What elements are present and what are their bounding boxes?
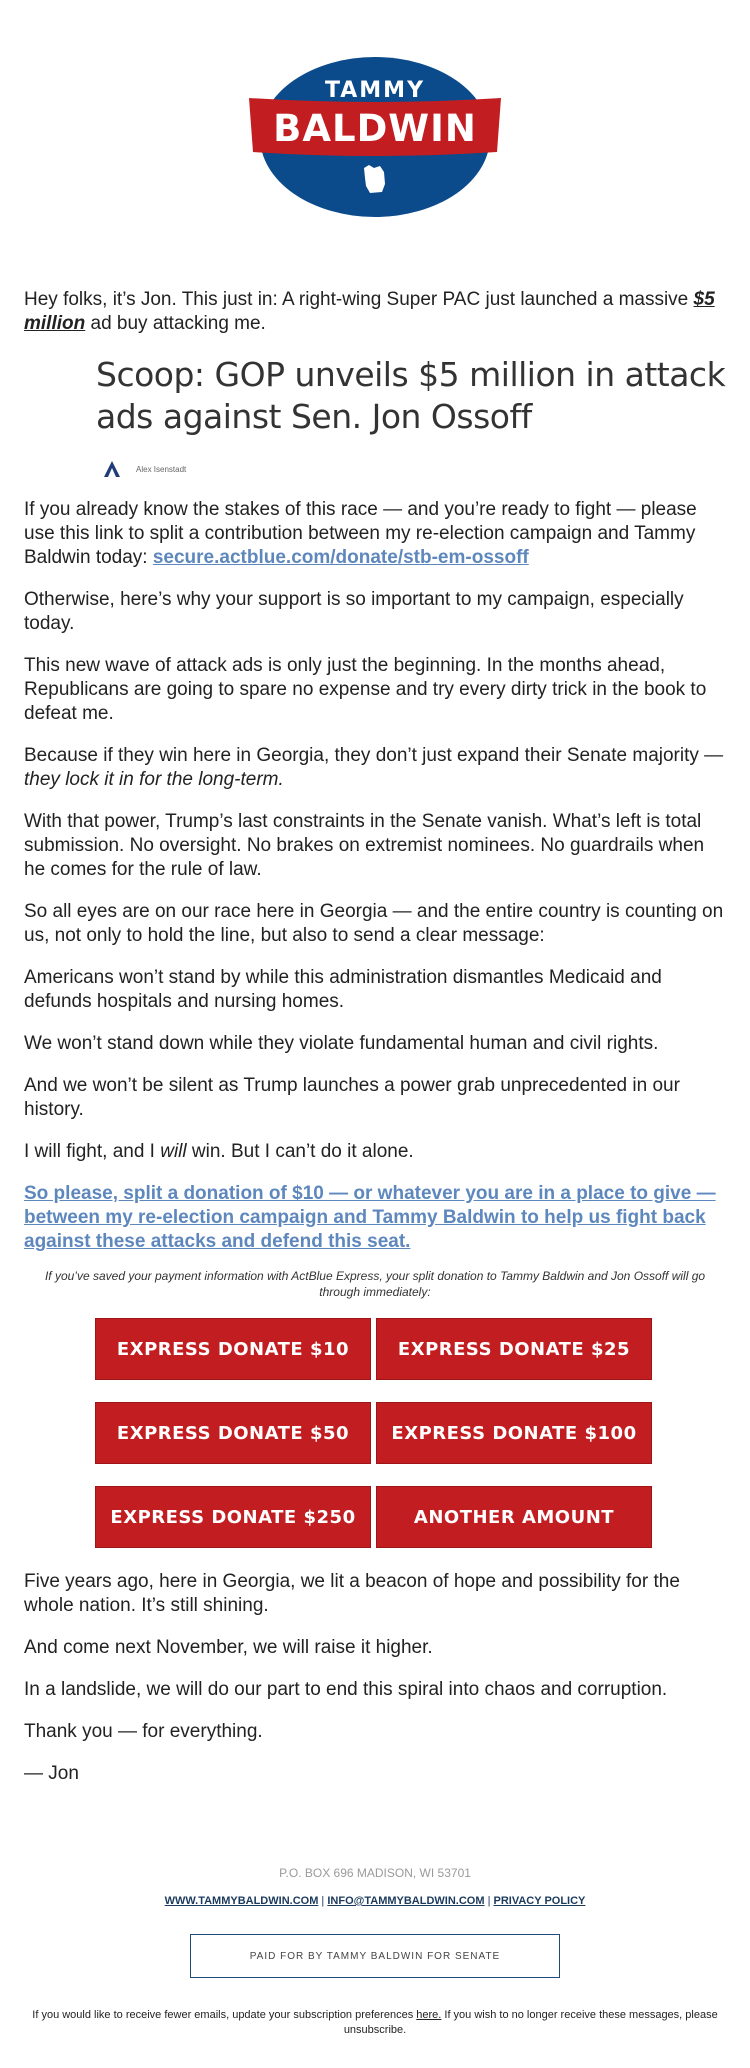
- paragraph-8: We won’t stand down while they violate fundamental human and civil rights.: [24, 1033, 659, 1054]
- closing-section: [24, 1570, 726, 1786]
- paragraph-4-text: Because if they win here in Georgia, they don’t just expand their Senate majority —: [24, 745, 724, 766]
- express-donate-250-button[interactable]: EXPRESS DONATE $250: [95, 1486, 371, 1548]
- paragraph-10: [24, 1140, 726, 1164]
- privacy-policy-link[interactable]: PRIVACY POLICY: [493, 1895, 586, 1907]
- express-donate-10-button[interactable]: EXPRESS DONATE $10: [95, 1318, 371, 1380]
- footer-links: [0, 1895, 750, 1907]
- another-amount-button[interactable]: ANOTHER AMOUNT: [376, 1486, 652, 1548]
- email-link[interactable]: INFO@TAMMYBALDWIN.COM: [327, 1895, 485, 1907]
- website-link[interactable]: WWW.TAMMYBALDWIN.COM: [164, 1895, 319, 1907]
- paid-for-box: PAID FOR BY TAMMY BALDWIN FOR SENATE: [190, 1934, 560, 1978]
- paragraph-10-text: I will fight, and I: [24, 1141, 161, 1162]
- unsubscribe-text-end: If you wish to no longer receive these messages, please unsubscribe.: [343, 2009, 718, 2036]
- unsubscribe-text: If you would like to receive fewer emails, update your subscription preferences: [32, 2009, 417, 2021]
- paragraph-14: Thank you — for everything.: [24, 1721, 263, 1742]
- paragraph-4: [24, 744, 726, 792]
- paragraph-1-text: If you already know the stakes of this race — and you’re ready to fight — please use this link to split a contribution between my re-election campaign and Tammy Baldwin today:: [24, 499, 697, 568]
- express-note: If you’ve saved your payment information with ActBlue Express, your split donation to Tammy Baldwin and Jon Ossoff will go through immediately:: [44, 1269, 706, 1299]
- paragraph-13: In a landslide, we will do our part to end this spiral into chaos and corruption.: [24, 1679, 668, 1700]
- article-byline: [102, 460, 726, 478]
- tammy-baldwin-logo: [249, 56, 501, 218]
- footer-separator: |: [484, 1895, 494, 1907]
- paragraph-7: Americans won’t stand by while this administration dismantles Medicaid and defunds hospitals and nursing homes.: [24, 967, 662, 1012]
- actblue-link[interactable]: secure.actblue.com/donate/stb-em-ossoff: [152, 547, 529, 568]
- article-card[interactable]: [96, 354, 726, 478]
- express-donate-50-button[interactable]: EXPRESS DONATE $50: [95, 1402, 371, 1464]
- article-author: Alex Isenstadt: [136, 464, 187, 474]
- intro-text: Hey folks, it’s Jon. This just in: A right-wing Super PAC just launched a massive: [24, 289, 694, 310]
- paragraph-6: So all eyes are on our race here in Georgia — and the entire country is counting on us, not only to hold the line, but also to send a clear message:: [24, 901, 724, 946]
- logo-top-text: TAMMY: [324, 78, 426, 103]
- express-donate-100-button[interactable]: EXPRESS DONATE $100: [376, 1402, 652, 1464]
- logo-banner-text: BALDWIN: [273, 107, 477, 150]
- donate-button-grid: [95, 1318, 655, 1548]
- express-donate-25-button[interactable]: EXPRESS DONATE $25: [376, 1318, 652, 1380]
- intro-text-end: ad buy attacking me.: [85, 313, 266, 334]
- five-million-link[interactable]: $5 million: [24, 289, 715, 334]
- paragraph-10-text-end: win. But I can’t do it alone.: [186, 1141, 414, 1162]
- article-headline: Scoop: GOP unveils $5 million in attack ads against Sen. Jon Ossoff: [96, 355, 726, 436]
- paragraph-11: Five years ago, here in Georgia, we lit a beacon of hope and possibility for the whole nation. It’s still shining.: [24, 1571, 680, 1616]
- paragraph-1: [24, 498, 726, 570]
- axios-logo-icon: [102, 460, 122, 478]
- paragraph-3: This new wave of attack ads is only just the beginning. In the months ahead, Republicans are going to spare no expense and try every dirty trick in the book to defeat me.: [24, 655, 707, 724]
- preferences-link[interactable]: here.: [416, 2009, 442, 2021]
- paragraph-4-emphasis: they lock it in for the long-term.: [24, 769, 284, 790]
- paragraph-5: With that power, Trump’s last constraints in the Senate vanish. What’s left is total submission. No oversight. No brakes on extremist nominees. No guardrails when he comes for the rule of law.: [24, 811, 705, 880]
- paragraph-9: And we won’t be silent as Trump launches a power grab unprecedented in our history.: [24, 1075, 680, 1120]
- paragraph-10-emphasis: will: [160, 1141, 187, 1162]
- paragraph-2: Otherwise, here’s why your support is so important to my campaign, especially today.: [24, 589, 684, 634]
- signoff: — Jon: [24, 1763, 79, 1784]
- unsubscribe-notice: [0, 2008, 750, 2038]
- email-body: [24, 288, 726, 1804]
- cta-paragraph: [24, 1182, 726, 1254]
- footer-address: P.O. BOX 696 MADISON, WI 53701: [279, 1866, 471, 1880]
- footer-separator: |: [318, 1895, 328, 1907]
- cta-donate-link[interactable]: So please, split a donation of $10 — or whatever you are in a place to give — between my re-election campaign and Tammy Baldwin to help us fight back against these attacks and defend this seat.: [24, 1183, 716, 1252]
- paragraph-12: And come next November, we will raise it higher.: [24, 1637, 433, 1658]
- intro-paragraph: [24, 288, 726, 336]
